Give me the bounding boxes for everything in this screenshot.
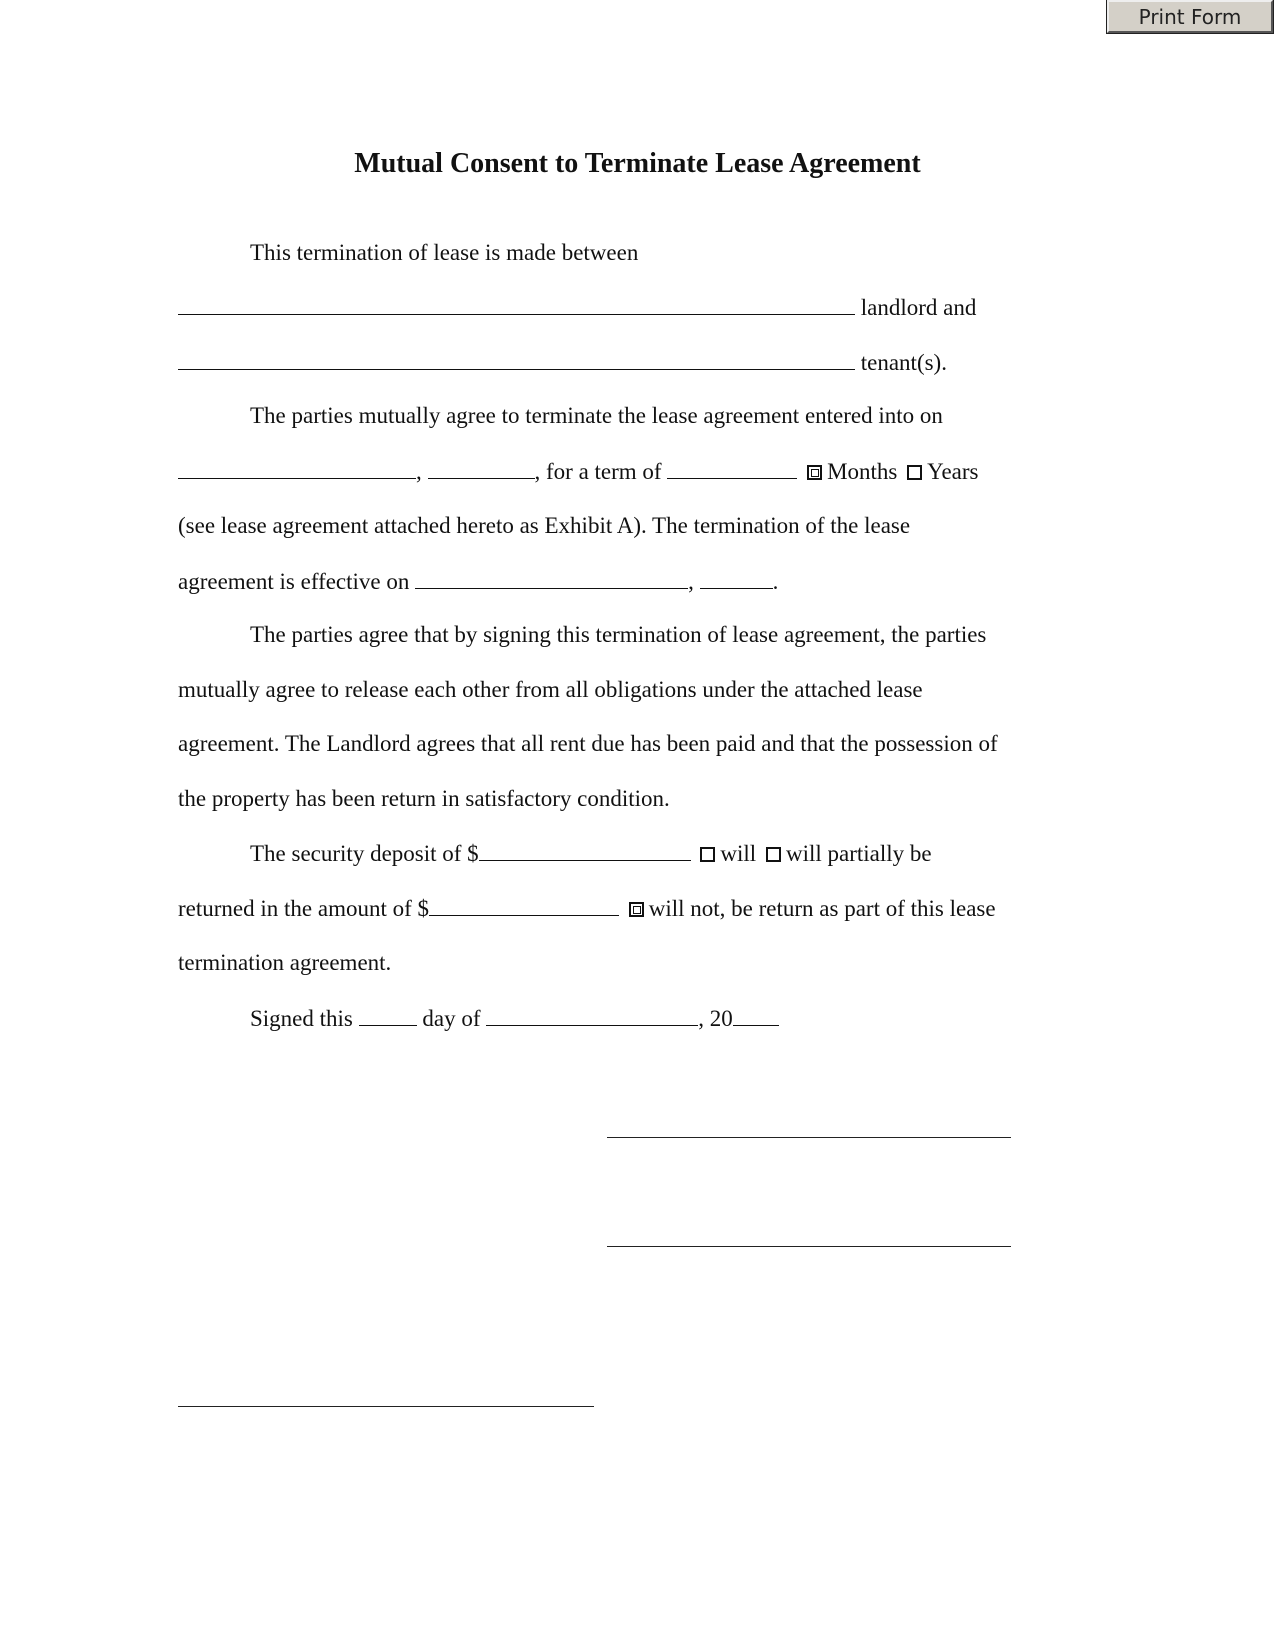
exhibit-line: (see lease agreement attached hereto as Exhibit A). The termination of the lease [178, 513, 911, 538]
effective-date-field[interactable] [415, 566, 688, 589]
deposit-amount-field[interactable] [479, 838, 691, 861]
signed-month-field[interactable] [486, 1003, 698, 1026]
landlord-line [178, 292, 976, 323]
deposit-text: The security deposit of $ [250, 841, 479, 866]
tenant-label: tenant(s). [860, 350, 947, 375]
months-label: Months [827, 459, 898, 484]
landlord-label: landlord and [860, 295, 977, 320]
term-length-field[interactable] [667, 456, 797, 479]
term-text: , for a term of [534, 459, 662, 484]
tenant-line [178, 347, 947, 378]
years-checkbox[interactable] [907, 465, 922, 480]
termination-line: termination agreement. [178, 950, 392, 975]
signed-day-field[interactable] [359, 1003, 417, 1026]
signed-line [250, 1003, 779, 1034]
comma-text: , [688, 569, 694, 594]
day-of-text: day of [422, 1006, 481, 1031]
will-not-checkbox[interactable] [629, 902, 644, 917]
effective-line [178, 566, 778, 597]
will-partially-checkbox[interactable] [766, 847, 781, 862]
agreement-intro-line: The parties mutually agree to terminate the lease agreement entered into on [250, 403, 943, 428]
months-checkbox[interactable] [807, 465, 822, 480]
term-line [178, 456, 978, 487]
print-form-button[interactable]: Print Form [1107, 0, 1273, 33]
returned-line [178, 893, 996, 924]
signed-year-field[interactable] [733, 1003, 779, 1026]
period-text: . [772, 569, 779, 594]
landlord-name-field[interactable] [178, 292, 855, 315]
effective-text: agreement is effective on [178, 569, 410, 594]
signature-line-1[interactable] [607, 1137, 1011, 1138]
returned-amount-field[interactable] [429, 893, 619, 916]
will-partially-label: will partially be [785, 841, 932, 866]
effective-year-field[interactable] [700, 566, 773, 589]
lease-date-field[interactable] [178, 456, 416, 479]
intro-line: This termination of lease is made between [250, 240, 639, 265]
release-line-1: The parties agree that by signing this termination of lease agreement, the parties [250, 622, 987, 647]
release-line-3: agreement. The Landlord agrees that all rent due has been paid and that the possession of [178, 731, 998, 756]
year-prefix-text: , 20 [698, 1006, 733, 1031]
years-label: Years [927, 459, 979, 484]
release-line-4: the property has been return in satisfactory condition. [178, 786, 670, 811]
will-checkbox[interactable] [700, 847, 715, 862]
signature-line-3[interactable] [178, 1406, 594, 1407]
returned-text: returned in the amount of $ [178, 896, 430, 921]
deposit-line [250, 838, 932, 869]
will-not-label: will not, be return as part of this lease [648, 896, 996, 921]
comma-text: , [416, 459, 422, 484]
signed-text: Signed this [250, 1006, 353, 1031]
tenant-name-field[interactable] [178, 347, 855, 370]
release-line-2: mutually agree to release each other from all obligations under the attached lease [178, 677, 923, 702]
signature-line-2[interactable] [607, 1246, 1011, 1247]
lease-year-field[interactable] [428, 456, 535, 479]
document-title: Mutual Consent to Terminate Lease Agreement [354, 148, 921, 179]
will-label: will [720, 841, 757, 866]
